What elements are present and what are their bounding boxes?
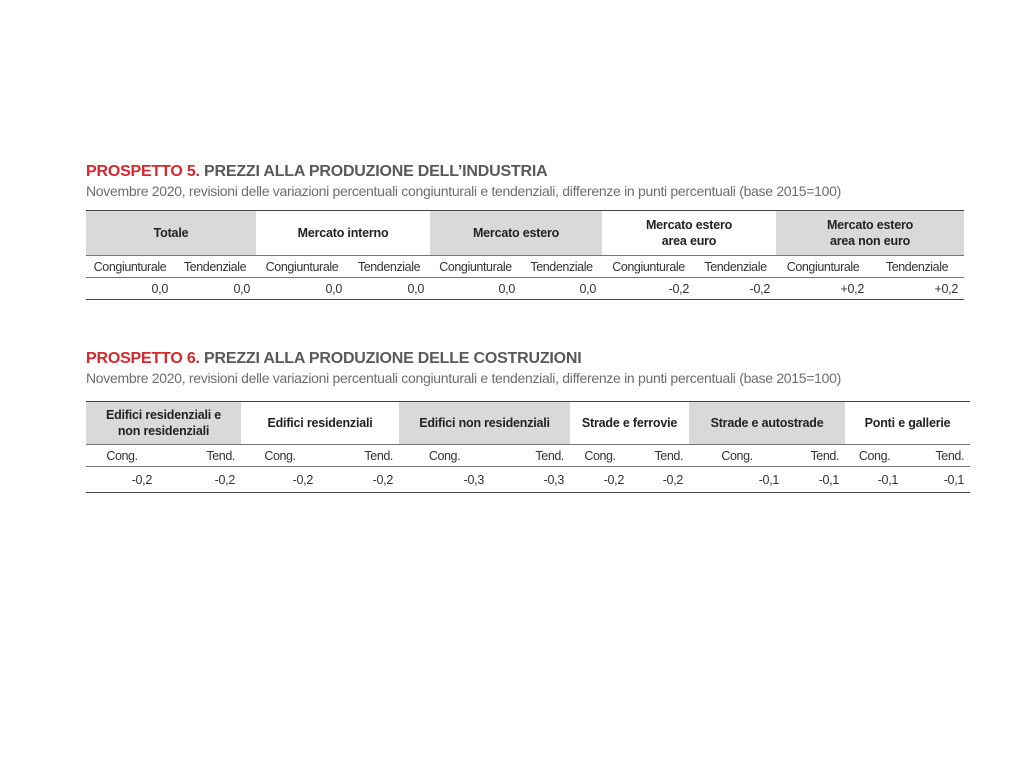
column-header: Congiunturale [86,256,174,278]
prospetto-5 [86,162,964,300]
column-header: Tend. [490,445,570,467]
column-header: Tendenziale [521,256,602,278]
table-cell: +0,2 [870,278,964,300]
prospetto-5-title [86,162,964,182]
prospetto-5-subtitle: Novembre 2020, revisioni delle variazioni percentuali congiunturali e tendenziali, differenze in punti percentuali (base 2015=100) [86,183,841,199]
column-header: Congiunturale [776,256,870,278]
table-cell: 0,0 [86,278,174,300]
prospetto-5-name: PREZZI ALLA PRODUZIONE DELL’INDUSTRIA [204,163,548,180]
group-header: Mercato estero [430,211,602,256]
prospetto-6-number: PROSPETTO 6. [86,350,200,367]
column-header: Tend. [158,445,241,467]
group-header: Ponti e gallerie [864,416,951,430]
group-header: Mercato estero area euro [645,218,733,248]
table-cell: -0,2 [86,467,158,493]
table-cell: -0,1 [689,467,785,493]
table-cell: +0,2 [776,278,870,300]
group-header: Edifici residenziali e non residenziali [86,402,241,445]
table-cell: -0,2 [241,467,319,493]
table-cell: -0,2 [630,467,689,493]
column-header: Tendenziale [695,256,776,278]
column-header: Tendenziale [870,256,964,278]
prospetto-6-table [86,401,970,493]
column-header: Cong. [86,445,158,467]
column-header: Cong. [241,445,319,467]
prospetto-5-value-row [86,278,964,300]
table-cell: -0,1 [904,467,970,493]
column-header: Tend. [785,445,845,467]
table-cell: 0,0 [521,278,602,300]
prospetto-5-number: PROSPETTO 5. [86,163,200,180]
column-header: Congiunturale [430,256,521,278]
group-header: Mercato estero area non euro [776,211,964,256]
column-header: Tendenziale [174,256,256,278]
table-cell: 0,0 [174,278,256,300]
prospetto-5-table [86,210,964,300]
prospetto-6-value-row [86,467,970,493]
group-header: Strade e ferrovie [581,416,678,430]
table-cell: -0,3 [490,467,570,493]
prospetto-6-title [86,349,970,369]
group-header: Mercato interno [297,226,389,240]
column-header: Tend. [630,445,689,467]
column-header: Tendenziale [348,256,430,278]
table-cell: -0,2 [695,278,776,300]
group-header: Edifici non residenziali [399,402,570,445]
column-header: Congiunturale [256,256,348,278]
prospetto-5-subheader-row [86,256,964,278]
prospetto-6-group-header-row [86,402,970,445]
column-header: Cong. [399,445,490,467]
table-cell: -0,1 [845,467,904,493]
column-header: Cong. [845,445,904,467]
group-header: Edifici residenziali [267,416,373,430]
column-header: Cong. [570,445,630,467]
prospetto-5-group-header-row [86,211,964,256]
table-cell: -0,2 [319,467,399,493]
prospetto-6-name: PREZZI ALLA PRODUZIONE DELLE COSTRUZIONI [204,350,582,367]
table-cell: -0,3 [399,467,490,493]
prospetto-6-subheader-row [86,445,970,467]
group-header: Strade e autostrade [689,402,845,445]
group-header: Totale [86,211,256,256]
column-header: Cong. [689,445,785,467]
prospetto-6 [86,349,970,493]
prospetto-6-subtitle: Novembre 2020, revisioni delle variazioni percentuali congiunturali e tendenziali, differenze in punti percentuali (base 2015=100) [86,370,841,386]
table-cell: -0,1 [785,467,845,493]
table-cell: -0,2 [602,278,695,300]
table-cell: 0,0 [348,278,430,300]
table-cell: -0,2 [158,467,241,493]
table-cell: 0,0 [256,278,348,300]
column-header: Tend. [904,445,970,467]
column-header: Congiunturale [602,256,695,278]
table-cell: -0,2 [570,467,630,493]
table-cell: 0,0 [430,278,521,300]
column-header: Tend. [319,445,399,467]
